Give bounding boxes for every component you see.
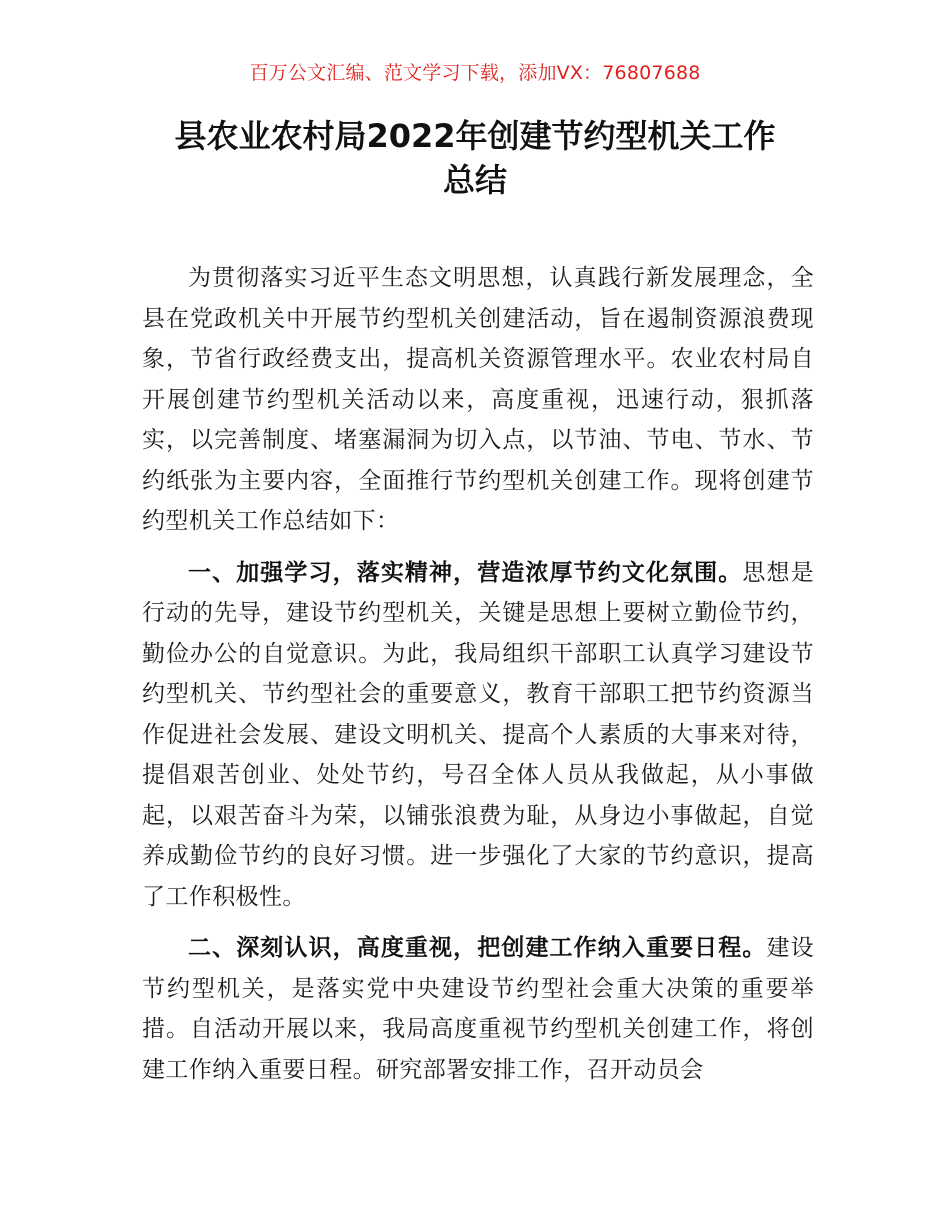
paragraph-text: 思想是行动的先导，建设节约型机关，关键是思想上要树立勤俭节约，勤俭办公的自觉意识。为此，我局组织干部职工认真学习建设节约型机关、节约型社会的重要意义，教育干部职工把节约资源当作促进社会发展、建设文明机关、提高个人素质的大事来对待，提倡艰苦创业、处处节约，号召全体人员从我做起，从小事做起，以艰苦奋斗为荣，以铺张浪费为耻，从身边小事做起，自觉养成勤俭节约的良好习惯。进一步强化了大家的节约意识，提高了工作积极性。 (142, 559, 814, 910)
title-line-1: 县农业农村局2022年创建节约型机关工作 (174, 117, 776, 155)
paragraph-text: 建设节约型机关，是落实党中央建设节约型社会重大决策的重要举措。自活动开展以来，我局高度重视节约型机关创建工作，将创建工作纳入重要日程。研究部署安排工作，召开动员会 (142, 935, 814, 1083)
section-two-paragraph (142, 928, 814, 1090)
watermark-banner: 百万公文汇编、范文学习下载，添加VX：76807688 (249, 62, 701, 84)
section-one-heading: 一、加强学习，落实精神，营造浓厚节约文化氛围。 (188, 559, 743, 586)
document-body (142, 258, 814, 1090)
paragraph-text: 为贯彻落实习近平生态文明思想，认真践行新发展理念，全县在党政机关中开展节约型机关创建活动，旨在遏制资源浪费现象，节省行政经费支出，提高机关资源管理水平。农业农村局自开展创建节约型机关活动以来，高度重视，迅速行动，狠抓落实，以完善制度、堵塞漏洞为切入点，以节油、节电、节水、节约纸张为主要内容，全面推行节约型机关创建工作。现将创建节约型机关工作总结如下： (142, 265, 814, 534)
section-two-heading: 二、深刻认识，高度重视，把创建工作纳入重要日程。 (188, 935, 767, 961)
intro-paragraph (142, 258, 814, 542)
title-line-2: 总结 (442, 161, 507, 199)
section-one-paragraph (142, 553, 814, 918)
document-title (120, 114, 830, 202)
